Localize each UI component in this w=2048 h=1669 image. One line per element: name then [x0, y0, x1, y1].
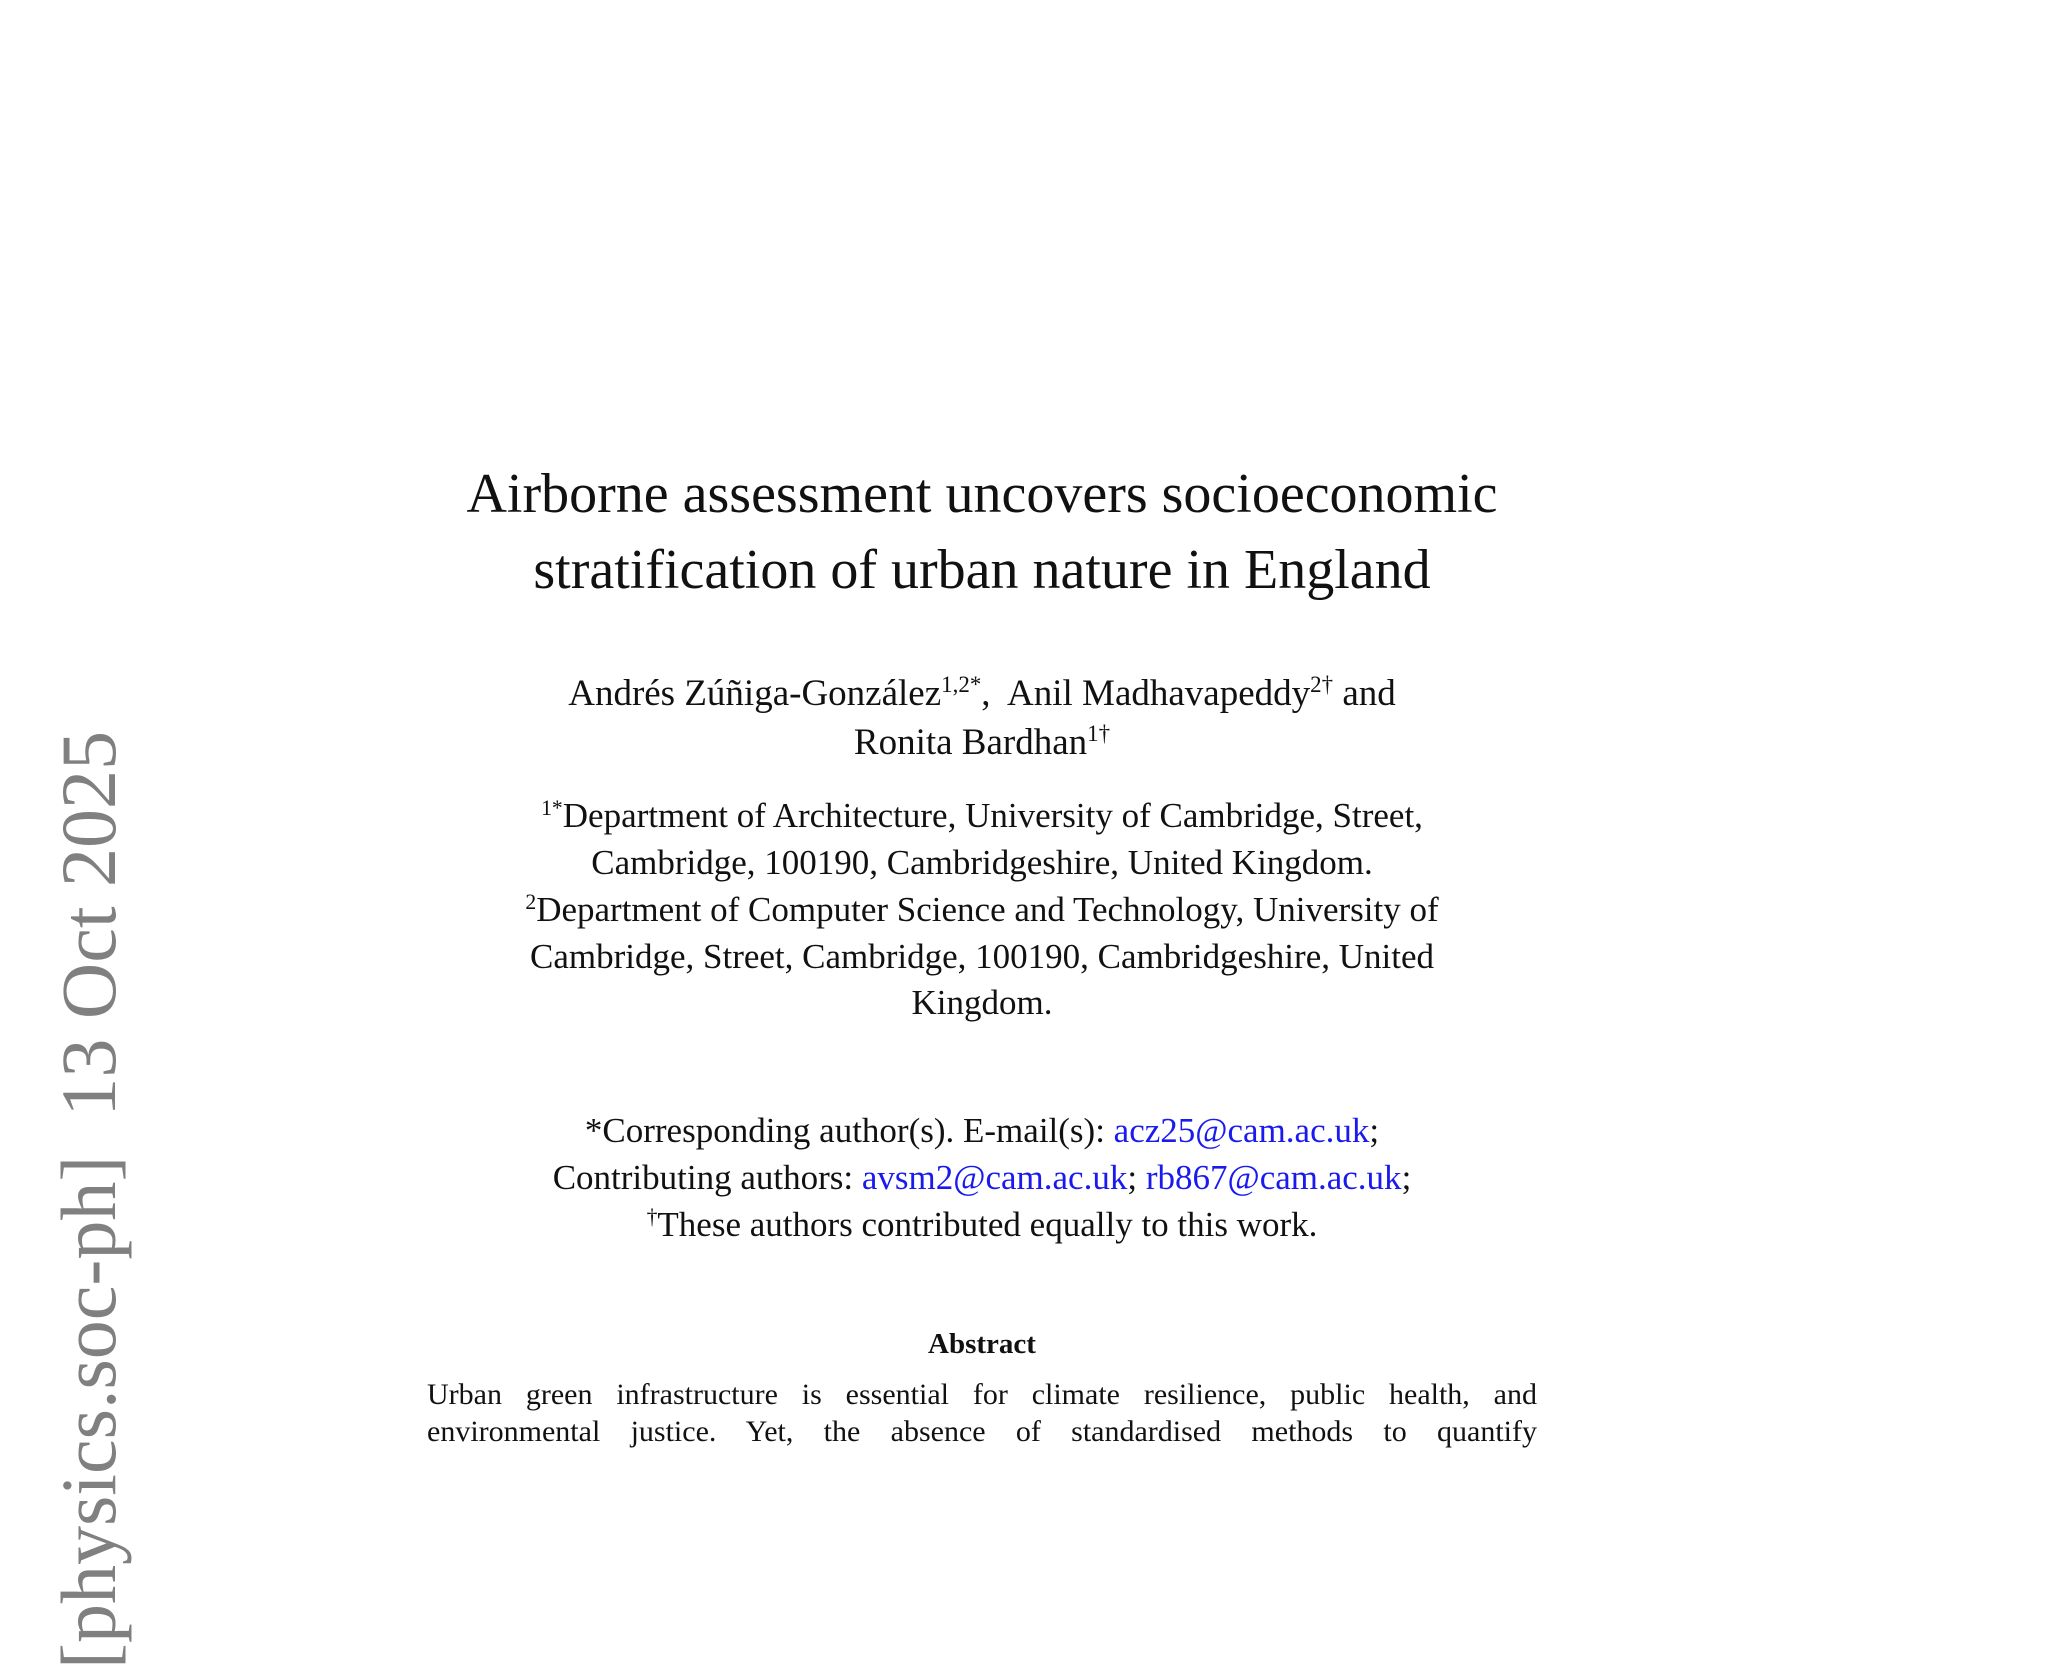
email-link-avsm2[interactable]: avsm2@cam.ac.uk [861, 1158, 1128, 1197]
punctuation: ; [1401, 1158, 1412, 1197]
affiliation-2-line-2: Cambridge, Street, Cambridge, 100190, Cambridgeshire, United [530, 937, 1434, 976]
author-list-line-2 [0, 719, 1964, 771]
corresponding-author [0, 1107, 1964, 1154]
corresponding-label: *Corresponding author(s). E-mail(s): [584, 1111, 1114, 1150]
affiliation-2 [0, 886, 1964, 938]
affiliation-1-line-2: Cambridge, 100190, Cambridgeshire, United Kingdom. [591, 843, 1373, 882]
affiliation-1 [0, 792, 1964, 844]
affiliation-2-line-3: Kingdom. [911, 983, 1053, 1022]
author-name: Anil Madhavapeddy [1007, 673, 1311, 714]
abstract-line-2: environmental justice. Yet, the absence of standardised methods to quantify [427, 1415, 1537, 1448]
paper-title-line-2: stratification of urban nature in England [533, 539, 1431, 601]
author-affiliation-mark: 2† [1310, 672, 1334, 698]
punctuation: ; [1127, 1158, 1138, 1197]
paper-title-line-1: Airborne assessment uncovers socioeconomic [466, 463, 1498, 525]
punctuation: ; [1369, 1111, 1380, 1150]
author-list [0, 670, 1964, 722]
affiliation-text: Department of Computer Science and Technology, University of [536, 890, 1439, 929]
dagger-mark: † [646, 1205, 658, 1230]
affiliation-text: Department of Architecture, University of Cambridge, Street, [562, 796, 1423, 835]
author-affiliation-mark: 1† [1087, 721, 1111, 747]
arxiv-stamp: [physics.soc-ph] 13 Oct 2025 [45, 731, 132, 1669]
affiliation-mark: 2 [525, 890, 537, 915]
author-separator: , [981, 673, 1008, 714]
email-link-acz25[interactable]: acz25@cam.ac.uk [1113, 1111, 1370, 1150]
equal-contribution-note [0, 1201, 1964, 1253]
author-name: Ronita Bardhan [853, 722, 1088, 763]
contributing-authors [0, 1154, 1964, 1201]
email-link-rb867[interactable]: rb867@cam.ac.uk [1145, 1158, 1402, 1197]
contributing-label: Contributing authors: [552, 1158, 862, 1197]
author-name: Andrés Zúñiga-González [568, 673, 942, 714]
affiliation-mark: 1* [541, 796, 563, 821]
author-conjunction: and [1333, 673, 1396, 714]
abstract-heading: Abstract [928, 1328, 1036, 1360]
equal-contribution-text: These authors contributed equally to this work. [657, 1205, 1318, 1244]
abstract-line-1: Urban green infrastructure is essential for climate resilience, public health, and [427, 1378, 1537, 1411]
author-affiliation-mark: 1,2* [941, 672, 982, 698]
